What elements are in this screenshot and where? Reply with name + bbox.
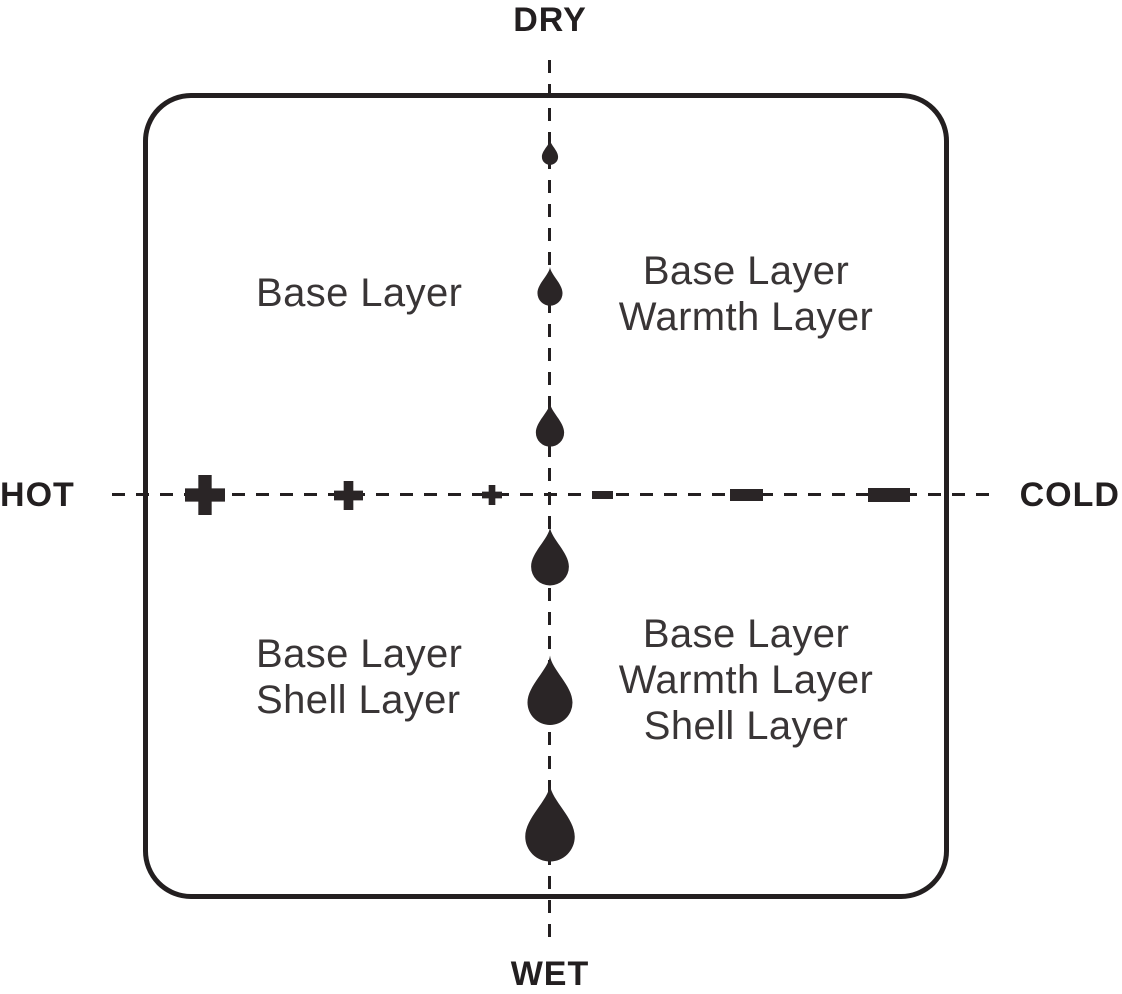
quadrant-label-cold-dry [596,248,896,340]
minus-icon [868,488,910,502]
quadrant-line: Shell Layer [256,678,461,722]
temperature-axis-line [112,493,990,496]
diagram-frame [143,93,949,899]
droplet-icon [525,655,575,726]
plus-icon [482,485,502,505]
quadrant-line: Warmth Layer [618,295,874,339]
axis-label-dry: DRY [513,1,587,39]
quadrant-label-hot-wet [256,631,462,723]
minus-icon [730,489,763,501]
plus-icon [185,475,225,515]
axis-label-hot: HOT [0,476,75,514]
plus-icon [334,481,363,510]
droplet-icon [534,403,566,447]
quadrant-line: Warmth Layer [618,658,874,702]
quadrant-line: Shell Layer [643,704,849,748]
droplet-icon [541,139,559,166]
axis-label-wet: WET [510,955,590,993]
minus-icon [592,491,613,499]
droplet-icon [536,267,564,306]
quadrant-line: Base Layer [256,271,463,315]
quadrant-label-cold-wet [596,611,896,749]
droplet-icon [522,785,578,862]
quadrant-line: Base Layer [642,249,850,293]
droplet-icon [529,527,571,586]
quadrant-line: Base Layer [256,632,463,676]
axis-label-cold: COLD [1019,476,1120,514]
quadrant-label-hot-dry [256,270,462,316]
quadrant-line: Base Layer [642,612,850,656]
